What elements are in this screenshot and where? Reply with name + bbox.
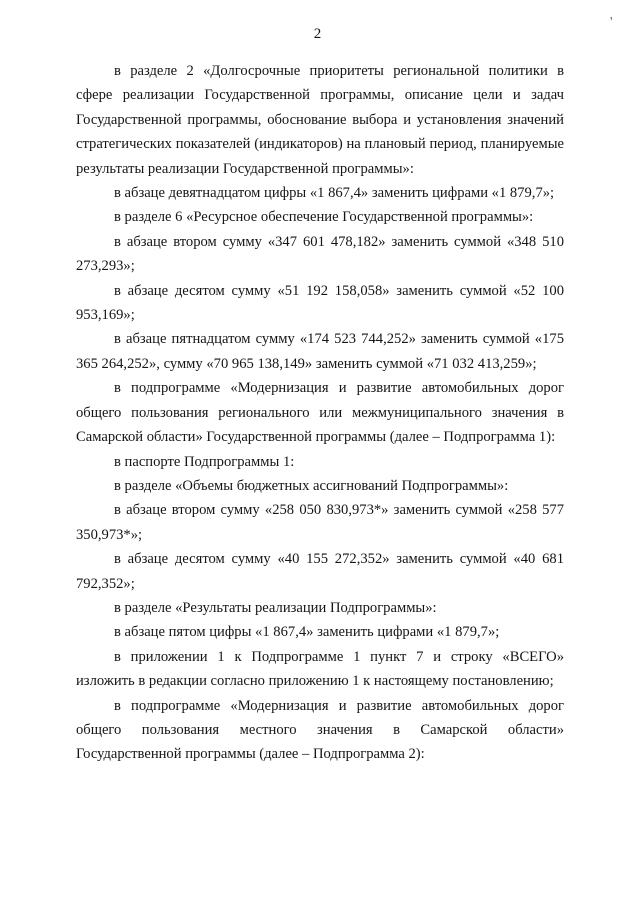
paragraph-subprogram-2: в подпрограмме «Модернизация и развитие автомобильных дорог общего пользования местного значения в Самарской области» Государственной программы (далее – Подпрограмма 2): (76, 697, 564, 763)
paragraph-section-6: в разделе 6 «Ресурсное обеспечение Государственной программы»: (114, 209, 534, 226)
paragraph-results-section: в разделе «Результаты реализации Подпрограммы»: (114, 599, 437, 616)
paragraph-passport-1: в паспорте Подпрограммы 1: (114, 453, 295, 470)
page-number: 2 (313, 26, 322, 42)
corner-mark: ʼ (608, 13, 616, 29)
paragraph-sum-2: в абзаце втором сумму «347 601 478,182» заменить суммой «348 510 273,293»; (76, 233, 564, 275)
paragraph-sum-15: в абзаце пятнадцатом сумму «174 523 744,252» заменить суммой «175 365 264,252», сумму «70 965 138,149» заменить суммой «71 032 413,259»; (76, 331, 564, 372)
paragraph-digits-19: в абзаце девятнадцатом цифры «1 867,4» заменить цифрами «1 879,7»; (114, 185, 555, 202)
paragraph-section-2: в разделе 2 «Долгосрочные приоритеты региональной политики в сфере реализации Государственной программы, описание цели и задач Государственной программы, обоснование выбора и установления значений стратегических показателей (индикаторов) на плановый период, планируемые результаты реализации Государственной программы»: (76, 63, 564, 177)
paragraph-digits-5: в абзаце пятом цифры «1 867,4» заменить цифрами «1 879,7»; (114, 624, 500, 641)
paragraph-appendix-1: в приложении 1 к Подпрограмме 1 пункт 7 и строку «ВСЕГО» изложить в редакции согласно приложению 1 к настоящему постановлению; (76, 648, 564, 690)
paragraph-budget-section: в разделе «Объемы бюджетных ассигнований Подпрограммы»: (114, 477, 509, 494)
paragraph-sp1-sum-10: в абзаце десятом сумму «40 155 272,352» заменить суммой «40 681 792,352»; (76, 551, 564, 592)
paragraph-sp1-sum-2: в абзаце втором сумму «258 050 830,973*» заменить суммой «258 577 350,973*»; (76, 502, 564, 543)
document-body (76, 59, 564, 767)
paragraph-subprogram-1: в подпрограмме «Модернизация и развитие автомобильных дорог общего пользования регионального или межмуниципального значения в Самарской области» Государственной программы (далее – Подпрограмма 1): (76, 380, 564, 446)
paragraph-sum-10: в абзаце десятом сумму «51 192 158,058» заменить суммой «52 100 953,169»; (76, 282, 564, 324)
